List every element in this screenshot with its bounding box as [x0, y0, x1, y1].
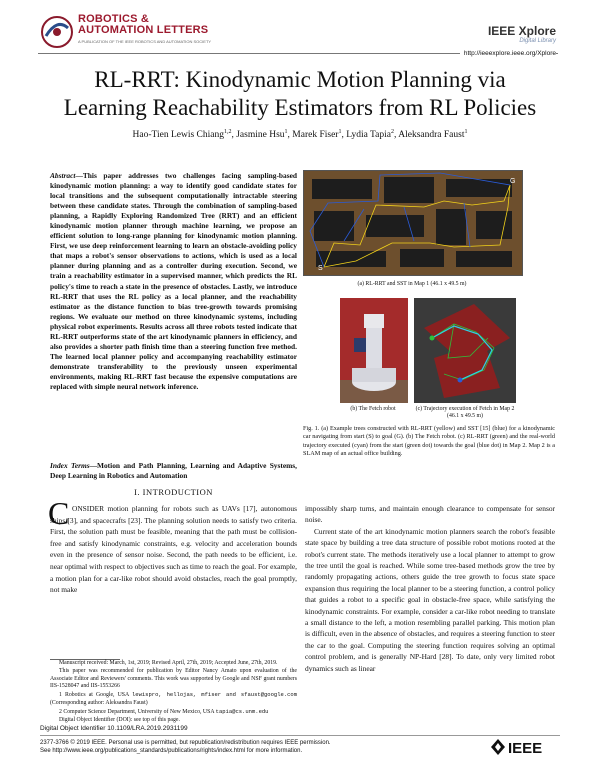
- intro-right-column: [305, 503, 555, 674]
- abstract-label: Abstract: [50, 171, 76, 180]
- footnotes: [50, 660, 297, 724]
- author: Hao-Tien Lewis Chiang$^{1,2}$: [132, 129, 232, 141]
- figure-1c-trajectory: [414, 298, 516, 403]
- journal-subtitle: A PUBLICATION OF THE IEEE ROBOTICS AND AUTOMATION SOCIETY: [78, 39, 212, 44]
- footnote-recommended: This paper was recommended for publication by Editor Nancy Amato upon evaluation of the Associate Editor and Reviewers' comments. This work was supported by Google and NSF grant numbers IIS-1528047 and IIS-1553266: [50, 667, 297, 690]
- intro-first-word: ONSIDER: [72, 504, 105, 513]
- paper-title: RL-RRT: Kinodynamic Motion Planning via Learning Reachability Estimators from RL Policies: [63, 67, 537, 120]
- xplore-url[interactable]: http://ieeexplore.ieee.org/Xplore: [460, 50, 556, 57]
- drop-cap: C: [48, 495, 70, 531]
- svg-text:IEEE: IEEE: [508, 740, 543, 756]
- index-terms-label: Index Terms: [50, 461, 90, 470]
- author: Marek Fiser$^1$: [292, 129, 342, 141]
- figure-1a-map: [303, 170, 523, 276]
- ieee-logo: [490, 738, 556, 756]
- footnote-received: Manuscript received: March, 1st, 2019; Revised April, 27th, 2019; Accepted June, 27th, 2019.: [59, 660, 278, 666]
- xplore-subtitle: Digital Library: [519, 38, 556, 44]
- paragraph: Current state of the art kinodynamic motion planners search the robot's feasible state space by building a tree data structure of possible robot motions rooted at the robot's current state. The methods iteratively use a local planner to attempt to grow the tree until the goal is reached. While some tree-based methods grow the tree by randomly propagating actions, others guide the tree growth to focus state space expansion thus requiring the local planner to be a steering function, a control policy that guides a robot to a specific goal in obstacle-free space, while satisfying the kinodynamic constraints. For example, consider a car-like robot needing to translate a small distance to the left, a motion resembling parallel parking. This motion plan is difficult, even in the absence of obstacles, and requires a steering function to steer the car to the goal. Computing the steering function requires solving an optimal control problem, and is generally NP-Hard [28]. To date, only very limited robot dynamics such as linear: [305, 526, 555, 673]
- goal-label: G: [510, 178, 516, 185]
- footer-divider: [40, 735, 560, 736]
- figure-1c-caption: (c) Trajectory execution of Fetch in Map 2 (46.1 x 49.5 m): [415, 406, 515, 419]
- paragraph: impossibly sharp turns, and maintain enough clearance to compensate for sensor noise.: [305, 504, 555, 525]
- author: Aleksandra Faust$^1$: [398, 129, 468, 141]
- start-label: S: [318, 265, 323, 272]
- footnote-affiliation-1: 1 Robotics at Google, USA lewispro, hellojas, mfiser and sfaust@google.com (Corresponding author: Aleksandra Faust): [50, 691, 297, 706]
- footnote-affiliation-2: 2 Computer Science Department, University of New Mexico, USA tapia@cs.unm.edu: [59, 707, 269, 715]
- author: Lydia Tapia$^2$: [346, 129, 395, 141]
- figure-1-caption: Fig. 1. (a) Example trees constructed with RL-RRT (yellow) and SST [15] (blue) for a kinodynamic car navigating from start (S) to goal (G). (b) The Fetch robot. (c) RL-RRT (green) and the real-world trajectory executed (cyan) from the start (green dot) towards the goal (blue dot) in Map 2. Map 2 is a SLAM map of an actual office building.: [303, 425, 555, 458]
- intro-left-column: ONSIDER motion planning for robots such as UAVs [17], autonomous ships [3], and spacecrafts [23]. The planning solution needs to satisfy two criteria. First, the solution path must be feasible, meaning that the path must be collision-free and satisfy kinodynamic constraints, e.g. velocity and acceleration bounds even in the presence of sensor noise. Second, the path needs to be efficient, i.e. near optimal with respect to objectives such as time to reach the goal. For example, a motion plan for a car-like robot should avoid obstacles, reach the goal promptly, not make: [50, 504, 297, 595]
- copyright: 2377-3766 © 2019 IEEE. Personal use is permitted, but republication/redistribution requires IEEE permission. See http://www.ieee.org/publications_standards/publications/rights/index.html for more information.: [40, 740, 331, 754]
- author-list: Hao-Tien Lewis Chiang$^{1,2}$, Jasmine Hsu$^1$, Marek Fiser$^1$, Lydia Tapia$^2$, Aleksandra Faust$^1$: [132, 129, 468, 141]
- journal-logo: [38, 14, 76, 50]
- footnote-doi: Digital Object Identifier (DOI): see top of this page.: [59, 716, 180, 723]
- figure-1b-caption: (b) The Fetch robot: [350, 406, 396, 412]
- ieee-diamond-icon: [490, 738, 556, 756]
- figure-1b-robot-photo: [340, 298, 408, 403]
- abstract-text: —This paper addresses two challenges facing sampling-based kinodynamic motion planning: a way to identify good candidate states for local transitions and the subsequent computationally intractable steering between these candidate states. Through the combination of sampling-based planning, a Rapidly Exploring Randomized Tree (RRT) and an efficient kinodynamic motion planner through machine learning, we propose an efficient solution to long-range planning for kinodynamic motion planning. First, we use deep reinforcement learning to learn an obstacle-avoiding policy that maps a robot's sensor observations to actions, which is used as a local planner during planning and as a controller during execution. Second, we train a reachability estimator in a supervised manner, which predicts the RL policy's time to reach a state in the presence of obstacles. Lastly, we introduce RL-RRT that uses the RL policy as a local planner, and the reachability estimator as the distance function to bias tree-growth towards promising regions. We evaluate our method on three kinodynamic systems, including physical robot experiments. Results across all three robots tested indicate that RL-RRT outperforms state of the art kinodynamic planners in efficiency, and also provides a shorter path finish time than a steering function free method. The learned local planner policy and accompanying reachability estimator demonstrate transferability to the previously unseen experimental environments, making RL-RRT fast because the expensive computations are replaced with simple neural network inference.: [50, 171, 297, 391]
- index-terms: [50, 461, 297, 481]
- section-heading: I. INTRODUCTION: [134, 487, 213, 497]
- journal-name: ROBOTICS & AUTOMATION LETTERS: [78, 13, 209, 36]
- abstract: [50, 171, 297, 392]
- doi-line: Digital Object Identifier 10.1109/LRA.2019.2931199: [40, 725, 188, 732]
- figure-1a-caption: (a) RL-RRT and SST in Map 1 (46.1 x 49.5 m): [357, 281, 467, 287]
- index-terms-text: —Motion and Path Planning, Learning and Adaptive Systems, Deep Learning in Robotics and Automation: [50, 461, 297, 480]
- author: Jasmine Hsu$^1$: [236, 129, 288, 141]
- ieee-xplore-logo: IEEE Xplore: [487, 24, 556, 38]
